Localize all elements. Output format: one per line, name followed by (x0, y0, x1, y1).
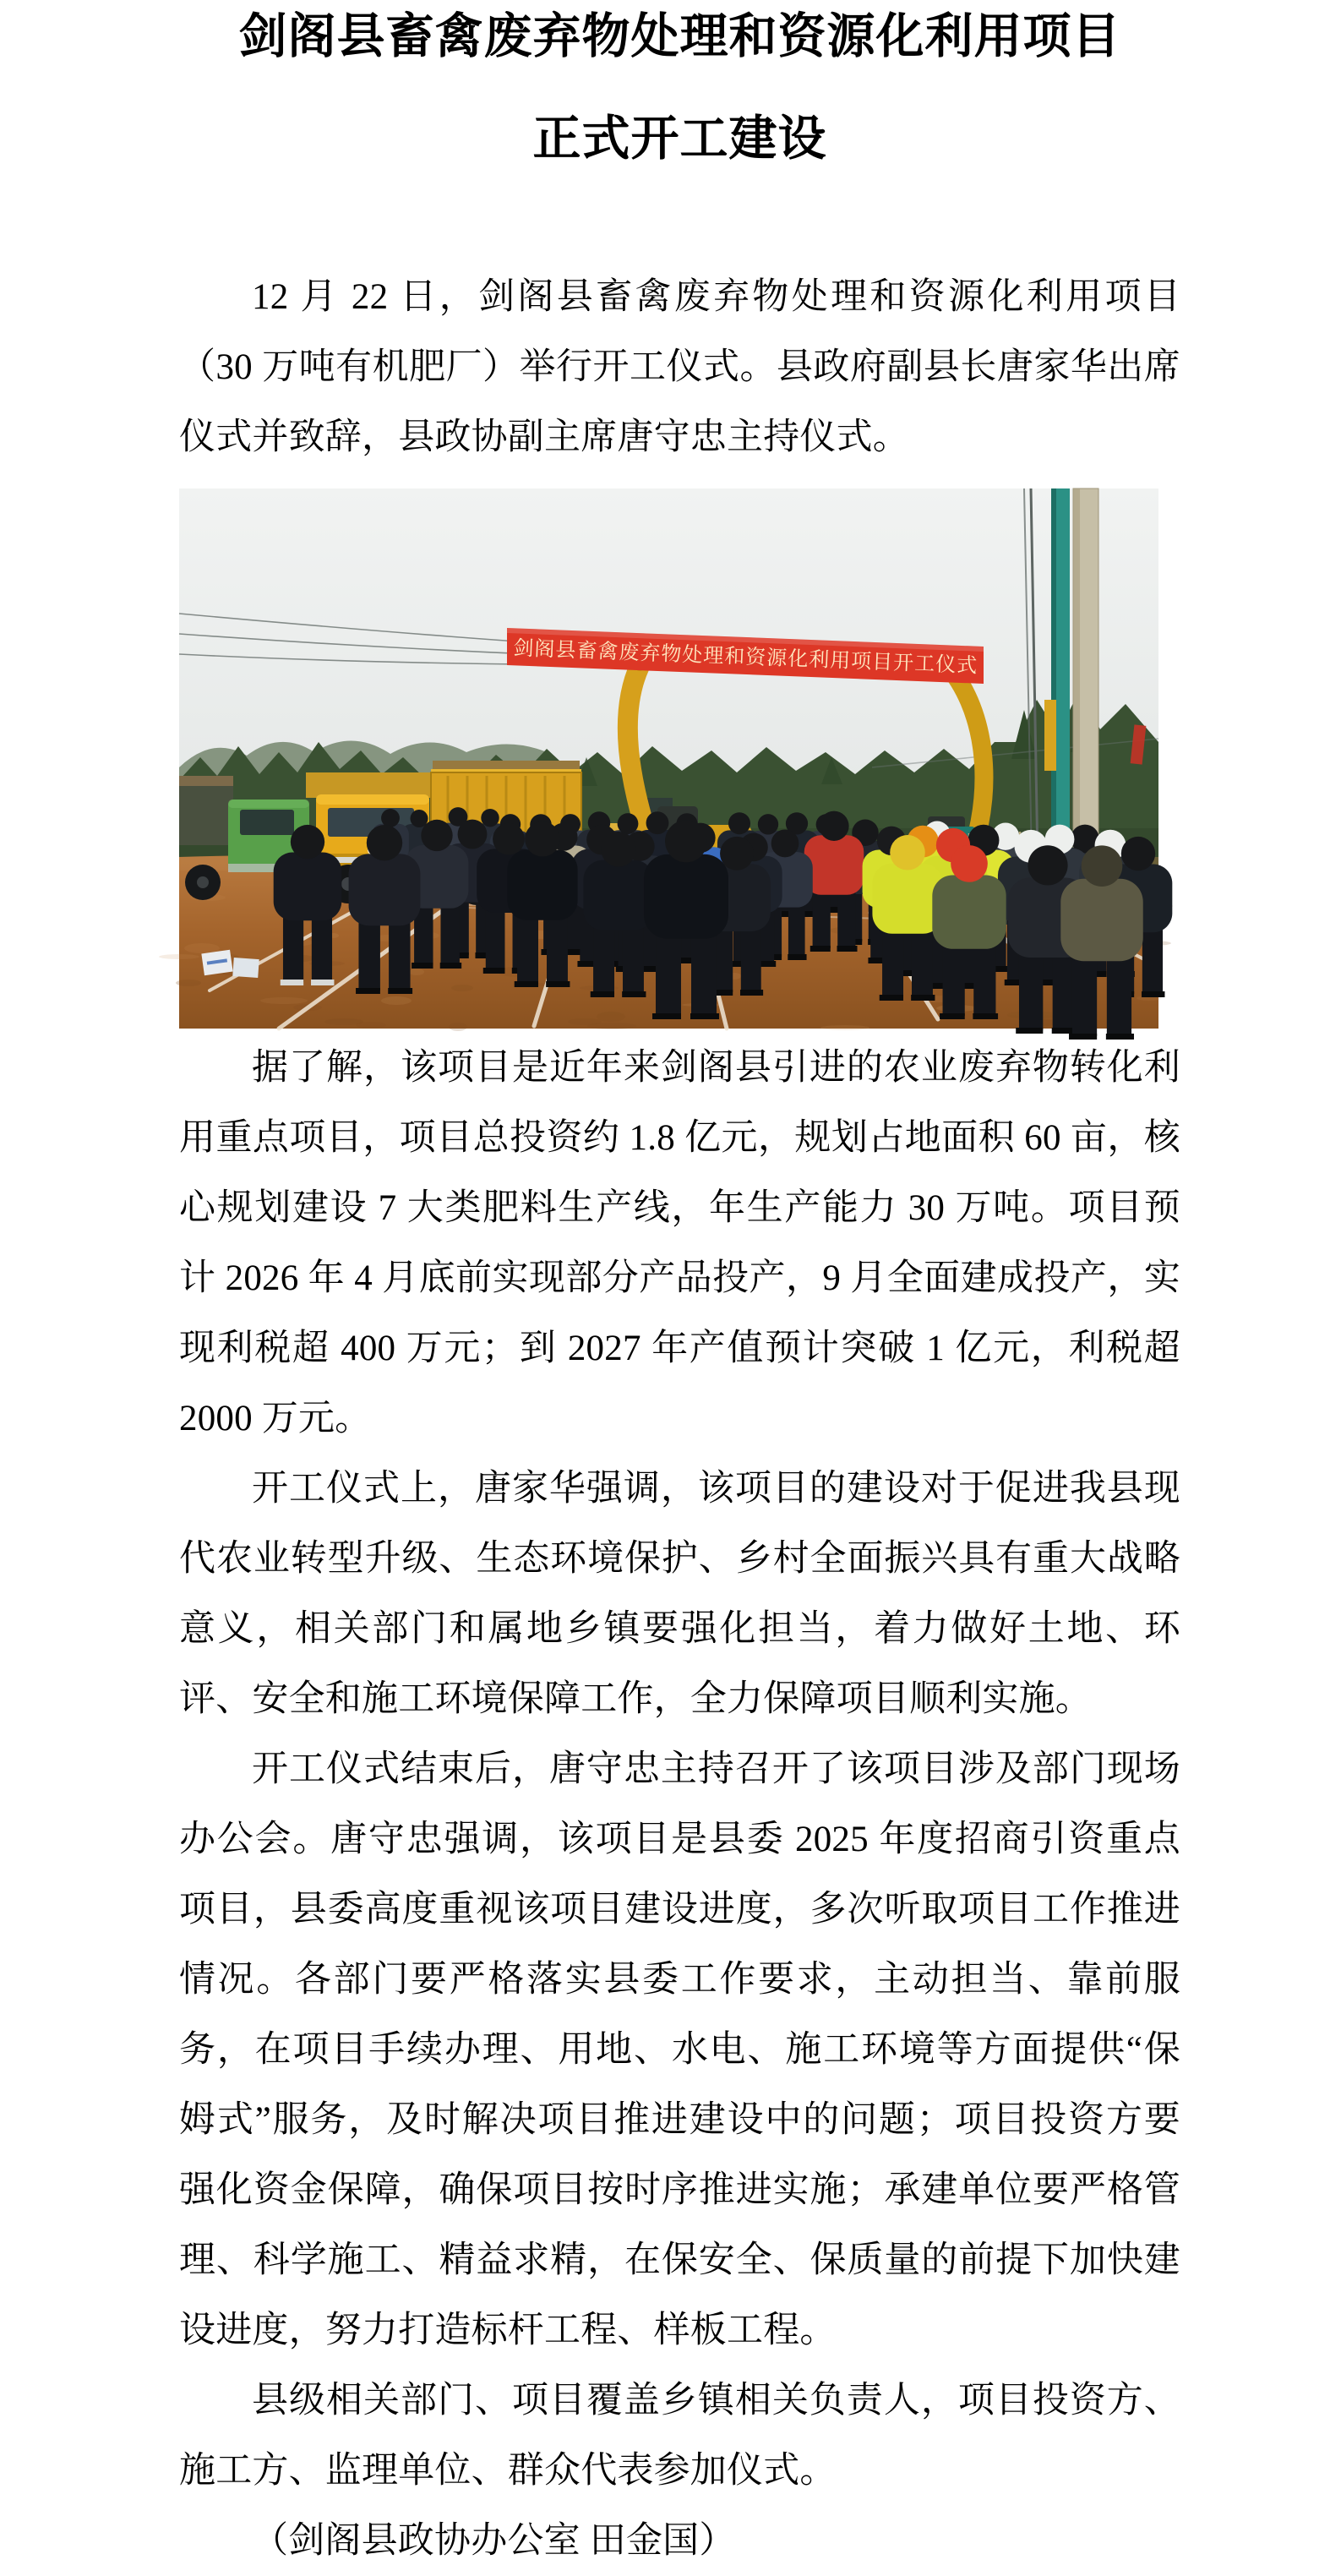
dirt-speckle (820, 1025, 869, 1030)
paragraph-1: 12 月 22 日，剑阁县畜禽废弃物处理和资源化利用项目（30 万吨有机肥厂）举行开工仪式。县政府副县长唐家华出席仪式并致辞，县政协副主席唐守忠主持仪式。 (179, 277, 1180, 457)
dirt-speckle (381, 996, 412, 1005)
dirt-speckle (184, 943, 220, 953)
dirt-speckle (451, 985, 473, 991)
paragraph-4: 开工仪式结束后，唐守忠主持召开了该项目涉及部门现场办公会。唐守忠强调，该项目是县委 2025 年度招商引资重点项目，县委高度重视该项目建设进度，多次听取项目工作推进情况。各部门要严格落实县委工作要求，主动担当、靠前服务，在项目手续办理、用地、水电、施工环境等方面提供“保姆式”服务，及时解决项目推进建设中的问题；项目投资方要强化资金保障，确保项目按时序推进实施；承建单位要严格管理、科学施工、精益求精，在保安全、保质量的前提下加快建设进度，努力打造标杆工程、样板工程。 (179, 1749, 1180, 2350)
background-truck-bed (306, 772, 441, 798)
banner-text: 剑阁县畜禽废弃物处理和资源化利用项目开工仪式 (512, 636, 978, 678)
ceremony-photo (179, 488, 1158, 1029)
paragraph-5: 县级相关部门、项目覆盖乡镇相关负责人，项目投资方、施工方、监理单位、群众代表参加仪式。 (179, 2381, 1180, 2491)
article-title-line-1: 剑阁县畜禽废弃物处理和资源化利用项目 (238, 10, 1121, 63)
ceremony-photo-illustration (179, 488, 1158, 1029)
dirt-speckle (324, 1018, 363, 1025)
dirt-speckle (260, 997, 308, 1004)
dirt-speckle (159, 954, 199, 959)
dirt-speckle (176, 980, 201, 986)
paragraph-2: 据了解，该项目是近年来剑阁县引进的农业废弃物转化利用重点项目，项目总投资约 1.8 亿元，规划占地面积 60 亩，核心规划建设 7 大类肥料生产线，年生产能力 30 万吨。项目预计 2026 年 4 月底前实现部分产品投产，9 月全面建成投产，实现利税超 400 万元；到 2027 年产值预计突破 1 亿元，利税超 2000 万元。 (179, 1048, 1180, 1438)
article-body (179, 262, 1180, 2576)
dirt-speckle (449, 1023, 467, 1031)
paragraph-3: 开工仪式上，唐家华强调，该项目的建设对于促进我县现代农业转型升级、生态环境保护、乡村全面振兴具有重大战略意义，相关部门和属地乡镇要强化担当，着力做好土地、环评、安全和施工环境保障工作，全力保障项目顺利实施。 (179, 1469, 1180, 1719)
dirt-speckle (597, 1012, 625, 1022)
dirt-speckle (409, 969, 424, 975)
byline: （剑阁县政协办公室 田金国） (252, 2521, 736, 2561)
dirt-speckle (587, 1023, 636, 1029)
article-title-line-2: 正式开工建设 (532, 112, 827, 166)
article-page (0, 5, 1341, 2561)
